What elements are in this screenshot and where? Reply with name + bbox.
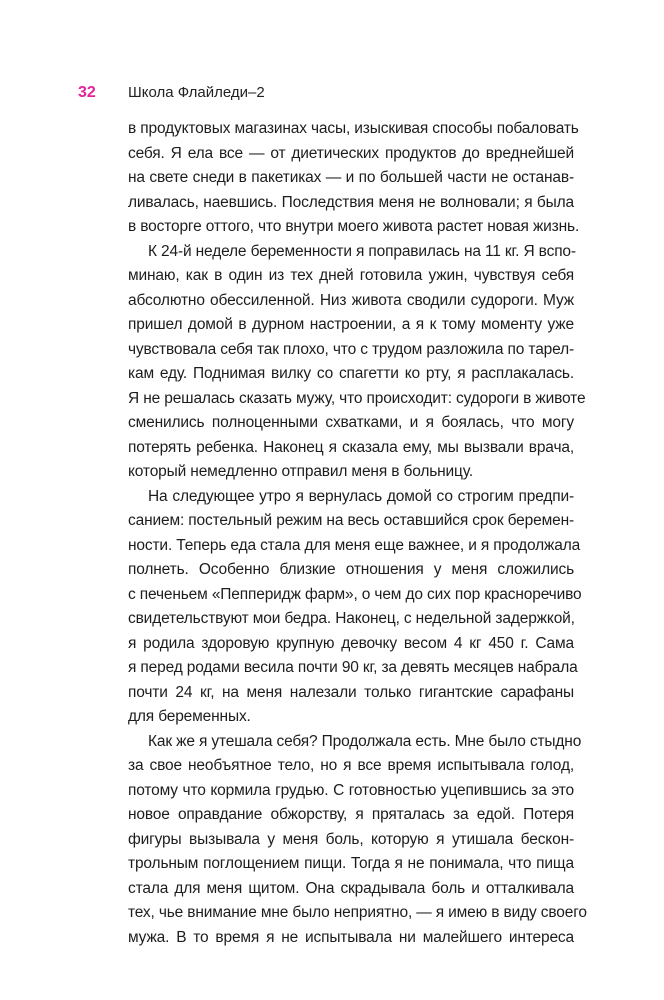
text-line: Как же я утешала себя? Продолжала есть. Мне было стыдно: [148, 732, 582, 750]
text-line: на свете снеди в пакетиках — и по большей части не останав-: [128, 169, 574, 186]
paragraph: [128, 485, 582, 730]
text-line: Я не решалась сказать мужу, что происходит: судороги в животе: [128, 389, 586, 407]
text-line: в восторге оттого, что внутри моего живота растет новая жизнь.: [128, 218, 580, 235]
text-line: стала для меня щитом. Она скрадывала боль и отталкивала: [128, 879, 574, 897]
text-line: новое оправдание обжорству, я пряталась за едой. Потеря: [128, 806, 574, 823]
text-line: для беременных.: [128, 708, 251, 725]
text-line: себя. Я ела все — от диетических продуктов до вреднейшей: [128, 144, 574, 162]
running-title: Школа Флайледи–2: [128, 84, 265, 101]
text-line: фигуры вызывала у меня боль, которую я утишала бескон-: [128, 830, 574, 848]
text-line: я родила здоровую крупную девочку весом 4 кг 450 г. Сама: [128, 634, 574, 652]
text-line: чувствовала себя так плохо, что с трудом разложила по тарел-: [128, 340, 574, 358]
paragraph: [128, 117, 580, 240]
page-number: 32: [78, 84, 96, 101]
text-line: абсолютно обессиленной. Низ живота сводили судороги. Муж: [128, 291, 574, 309]
text-line: пришел домой в дурном настроении, а я к тому моменту уже: [128, 316, 574, 333]
text-line: почти 24 кг, на меня налезали только гигантские сарафаны: [128, 683, 574, 701]
page-header: [78, 84, 265, 106]
text-line: сменились полноценными схватками, и я боялась, что могу: [128, 414, 574, 431]
text-line: в продуктовых магазинах часы, изыскивая способы побаловать: [128, 120, 579, 137]
text-line: потерять ребенка. Наконец я сказала ему, мы вызвали врача,: [128, 438, 574, 456]
text-line: К 24-й неделе беременности я поправилась на 11 кг. Я вспо-: [148, 242, 576, 260]
text-line: который немедленно отправил меня в больницу.: [128, 463, 473, 480]
body-text: [128, 117, 587, 950]
text-line: минаю, как в один из тех дней готовила ужин, чувствуя себя: [128, 267, 574, 284]
text-line: тех, чье внимание мне было неприятно, — я имею в виду своего: [128, 904, 587, 921]
text-line: потому что кормила грудью. С готовностью уцепившись за это: [128, 781, 574, 799]
text-line: кам еду. Поднимая вилку со спагетти ко рту, я расплакалась.: [128, 365, 574, 382]
paragraph: [128, 730, 587, 951]
text-line: ливалась, наевшись. Последствия меня не волновали; я была: [128, 193, 574, 211]
text-line: На следующее утро я вернулась домой со строгим предпи-: [148, 487, 574, 505]
text-line: ности. Теперь еда стала для меня еще важнее, и я продолжала: [128, 536, 581, 554]
text-line: я перед родами весила почти 90 кг, за девять месяцев набрала: [128, 659, 578, 676]
text-line: полнеть. Особенно близкие отношения у меня сложились: [128, 561, 574, 578]
text-line: с печеньем «Пепперидж фарм», о чем до сих пор красноречиво: [128, 585, 582, 603]
text-line: санием: постельный режим на весь оставшийся срок беремен-: [128, 512, 574, 529]
text-line: мужа. В то время я не испытывала ни малейшего интереса: [128, 928, 574, 946]
text-line: свидетельствуют мои бедра. Наконец, с недельной задержкой,: [128, 610, 575, 627]
text-line: трольным поглощением пищи. Тогда я не понимала, что пища: [128, 855, 574, 872]
text-line: за свое необъятное тело, но я все время испытывала голод,: [128, 757, 574, 774]
paragraph: [128, 240, 586, 485]
